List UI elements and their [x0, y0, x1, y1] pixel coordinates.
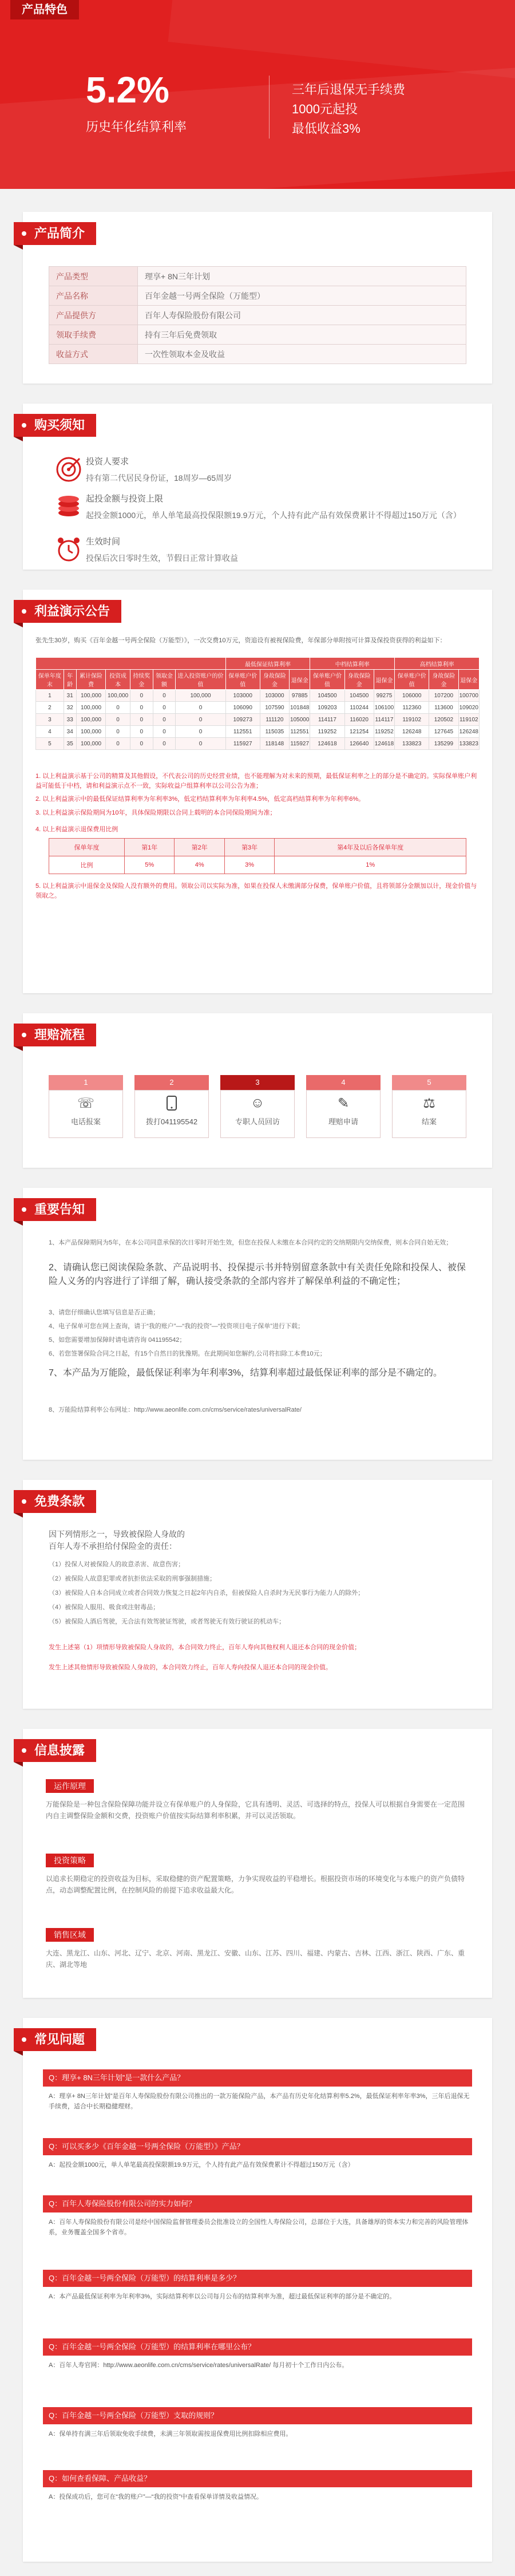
step-body [220, 1090, 295, 1138]
coins-icon [54, 492, 83, 521]
table-row [36, 702, 480, 714]
table-key: 产品类型 [49, 267, 138, 286]
section-title: 信息披露 [14, 1739, 96, 1762]
table-cell: 106090 [225, 702, 260, 714]
info-body: 以追求长期稳定的投资收益为目标，采取稳健的资产配置策略，力争实现收益的平稳增长。根据投资市场的环境变化与本账户的资产负债特点，动态调整配置比例，在控制风险的前提下追求收益最大化。 [46, 1875, 465, 1894]
table-cell: 115927 [290, 738, 310, 750]
faq-question[interactable]: Q：理享+ 8N三年计划”是一款什么产品？ [43, 2069, 472, 2087]
form-icon: ✎ [337, 1096, 350, 1111]
table-cell: 0 [176, 726, 225, 738]
disclosure-section [23, 1729, 492, 1998]
table-cell: 133823 [458, 738, 479, 750]
table-cell: 100,000 [176, 690, 225, 702]
table-cell: 114117 [374, 714, 394, 726]
table-header: 领取金额 [153, 670, 176, 690]
table-row [36, 738, 480, 750]
purchase-item [86, 492, 475, 521]
table-cell: 比例 [49, 856, 125, 874]
faq-question[interactable]: Q：如何查看保障、产品收益？ [43, 2470, 472, 2487]
faq-question[interactable]: Q：百年人寿保险股份有限公司的实力如何？ [43, 2195, 472, 2212]
table-header: 退保金 [290, 670, 310, 690]
demo-note: 1. 以上利益演示基于公司的精算及其他假设，不代表公司的历史经营业绩，也不能理解为对未来的预期，最低保证利率之上的部分是不确定的。实际保单账户利益可能低于中档，请和利益演示点不一致，实际收益户组算利率以公司公告为准； [35, 773, 477, 789]
table-cell: 99275 [374, 690, 394, 702]
faq-question[interactable]: Q：百年金越一号两全保险（万能型）的结算利率在哪里公布？ [43, 2338, 472, 2356]
subhead: 销售区域 [46, 1928, 94, 1942]
table-cell: 0 [106, 738, 130, 750]
table-cell: 100,000 [76, 714, 106, 726]
table-cell: 0 [153, 690, 176, 702]
table-cell: 124618 [310, 738, 344, 750]
notice-item: 3、请您仔细确认您填写信息是否正确； [49, 1309, 160, 1316]
purchase-item-desc: 起投金额1000元，单人单笔最高投保限额19.9万元，个人持有此产品有效保费累计不得超过150万元（含） [86, 511, 461, 520]
exemption-section [23, 1480, 492, 1709]
table-cell: 0 [153, 726, 176, 738]
faq-section [23, 2018, 492, 2562]
step-label: 专职人员回访 [235, 1117, 280, 1126]
table-row [36, 690, 480, 702]
notice-item: 7、本产品为万能险，最低保证利率为年利率3%，结算利率超过最低保证利率的部分是不确定的。 [49, 1368, 443, 1378]
purchase-item-title: 起投金额与投资上限 [86, 494, 164, 504]
table-cell: 118148 [260, 738, 289, 750]
purchase-item [86, 455, 475, 484]
table-group-header: 高档结算利率 [395, 658, 480, 670]
faq-answer: A：保单持有满三年后领取免收手续费，未满三年领取需按退保费用比例扣除相应费用。 [49, 2431, 292, 2437]
table-header: 年龄 [64, 670, 76, 690]
table-value: 理享+ 8N三年计划 [138, 267, 466, 286]
table-row [36, 714, 480, 726]
table-header: 第1年 [125, 839, 175, 856]
table-row [49, 345, 466, 364]
faq-answer: A：理享+ 8N三年计划”是百年人寿保险股份有限公司推出的一款万能保险产品，本产品有历史年化结算利率5.2%，最低保证利率年率3%，三年后退保无手续费，适合中长期稳健理财。 [49, 2093, 470, 2110]
table-cell: 5 [36, 738, 64, 750]
table-header: 身故保险金 [260, 670, 289, 690]
table-cell: 0 [130, 690, 153, 702]
section-title: 理赔流程 [14, 1024, 96, 1046]
table-cell: 101848 [290, 702, 310, 714]
table-cell: 126248 [458, 726, 479, 738]
table-cell: 124618 [374, 738, 394, 750]
table-cell: 105000 [290, 714, 310, 726]
table-cell: 0 [130, 738, 153, 750]
section-title: 购买须知 [14, 414, 96, 437]
table-cell: 0 [153, 714, 176, 726]
step-label: 理赔申请 [328, 1117, 358, 1126]
table-row [49, 856, 466, 874]
notice-item: 8、万能险结算利率公布网址：http://www.aeonlife.com.cn/cms/service/rates/universalRate/ [49, 1406, 302, 1413]
table-cell: 121254 [344, 726, 374, 738]
table-cell: 4 [36, 726, 64, 738]
table-cell: 0 [176, 738, 225, 750]
table-cell: 0 [176, 702, 225, 714]
table-header: 保单年度 [49, 839, 125, 856]
table-cell: 107200 [429, 690, 458, 702]
table-header: 第4年及以后各保单年度 [275, 839, 466, 856]
subhead: 运作原理 [46, 1779, 94, 1793]
hero-feature: 1000元起投 [292, 102, 358, 116]
step-number: 5 [392, 1075, 466, 1090]
product-intro-section [23, 212, 492, 384]
faq-question[interactable]: Q：可以买多少《百年金越一号两全保险（万能型）》产品？ [43, 2138, 472, 2155]
table-cell: 100,000 [76, 702, 106, 714]
step-number: 3 [220, 1075, 295, 1090]
step-label: 结案 [421, 1117, 437, 1126]
table-cell: 35 [64, 738, 76, 750]
step-number: 1 [49, 1075, 123, 1090]
exemption-warning: 发生上述其他情形导致被保险人身故的，本合同效力终止，百年人寿向投保人退还本合同的现金价值。 [49, 1664, 332, 1671]
table-row [49, 267, 466, 286]
notice-item: 2、请确认您已阅读保险条款、产品说明书、投保提示书并特别留意条款中有关责任免除和投保人、被保险人义务的内容进行了详细了解，确认接受条款的全部内容并了解保单利益的不确定性； [49, 1263, 466, 1286]
scale-icon: ⚖ [423, 1096, 435, 1111]
hero-decoration [0, 66, 515, 189]
table-value: 百年金越一号两全保险（万能型） [138, 286, 466, 306]
demo-note: 3. 以上利益演示保险期间为10年，具体保险期限以合同上载明的本合同保险期间为准； [35, 809, 276, 816]
notice-section [23, 1188, 492, 1460]
section-title: 免费条款 [14, 1490, 96, 1513]
exemption-item: （5）被保险人酒后驾驶，无合法有效驾驶证驾驶，或者驾驶无有效行驶证的机动车； [49, 1618, 286, 1625]
table-cell: 100,000 [76, 690, 106, 702]
table-value: 持有三年后免费领取 [138, 325, 466, 345]
exemption-intro: 因下列情形之一，导致被保险人身故的 百年人寿不承担给付保险金的责任： [49, 1530, 185, 1551]
table-group-row [36, 658, 480, 670]
table-header: 进入投资账户的价值 [176, 670, 225, 690]
table-header: 保单账户价值 [395, 670, 429, 690]
target-icon [54, 455, 83, 484]
exemption-item: （4）被保险人服用、吸食或注射毒品； [49, 1604, 160, 1611]
table-row [49, 306, 466, 325]
table-cell: 31 [64, 690, 76, 702]
table-row [36, 726, 480, 738]
claim-step [306, 1075, 381, 1138]
table-cell: 103000 [260, 690, 289, 702]
table-key: 收益方式 [49, 345, 138, 364]
table-row [49, 325, 466, 345]
table-cell: 119252 [310, 726, 344, 738]
table-header: 保单账户价值 [225, 670, 260, 690]
table-cell: 120502 [429, 714, 458, 726]
step-label: 拨打041195542 [145, 1117, 198, 1126]
table-cell: 0 [153, 702, 176, 714]
section-title: 利益演示公告 [14, 600, 121, 623]
purchase-item [86, 535, 475, 564]
table-cell: 106000 [395, 690, 429, 702]
table-cell: 127645 [429, 726, 458, 738]
table-cell: 109273 [225, 714, 260, 726]
section-title: 常见问题 [14, 2028, 96, 2051]
table-header: 保单账户价值 [310, 670, 344, 690]
table-cell: 0 [176, 714, 225, 726]
table-cell: 119102 [395, 714, 429, 726]
hero-rate-label: 历史年化结算利率 [86, 120, 187, 134]
person-icon: ☺ [250, 1095, 265, 1111]
product-intro-table [49, 266, 466, 364]
table-value: 百年人寿保险股份有限公司 [138, 306, 466, 325]
table-cell: 107590 [260, 702, 289, 714]
table-cell: 112551 [225, 726, 260, 738]
purchase-item-title: 生效时间 [86, 537, 121, 547]
table-cell: 0 [130, 726, 153, 738]
faq-answer: A：本产品最低保证利率为年利率3%，实际结算利率以公司每月公布的结算利率为准，超过最低保证利率的部分是不确定的。 [49, 2293, 396, 2300]
table-cell: 115927 [225, 738, 260, 750]
phone-icon: ☏ [77, 1096, 94, 1111]
table-header: 退保金 [374, 670, 394, 690]
info-body: 大连、黑龙江、山东、河北、辽宁、北京、河南、黑龙江、安徽、山东、江苏、四川、福建、内蒙古、吉林、江西、浙江、陕西、广东、重庆、湖北等地 [46, 1949, 465, 1969]
hero-divider [269, 76, 270, 139]
table-cell: 103000 [225, 690, 260, 702]
table-cell: 97885 [290, 690, 310, 702]
table-header: 身故保险金 [429, 670, 458, 690]
claim-steps [49, 1075, 466, 1138]
table-cell: 119252 [374, 726, 394, 738]
table-cell: 126640 [344, 738, 374, 750]
table-cell: 0 [106, 702, 130, 714]
hero-decoration [168, 0, 515, 84]
interest-demo-section [23, 590, 492, 993]
table-cell: 119102 [458, 714, 479, 726]
notice-item: 4、电子保单可您在网上查询，请于“我的账户”—“我的投资”—“投资项目电子保单”进行下载； [49, 1323, 304, 1330]
table-cell: 113600 [429, 702, 458, 714]
step-body [392, 1090, 466, 1138]
table-cell: 111120 [260, 714, 289, 726]
table-key: 产品提供方 [49, 306, 138, 325]
notice-item: 6、若您签署保险合同之日起，有15个自然日的犹豫期。在此期间如您解约,公司将扣除工本费10元； [49, 1350, 326, 1357]
faq-answer: A：起投金额1000元，单人单笔最高投保限额19.9万元，个人持有此产品有效保费累计不得超过150万元（含） [49, 2162, 354, 2168]
exemption-warning: 发生上述第（1）项情形导致被保险人身故的，本合同效力终止，百年人寿向其他权利人退还本合同的现金价值； [49, 1644, 361, 1651]
table-cell: 106100 [374, 702, 394, 714]
table-header: 第3年 [224, 839, 274, 856]
table-cell: 112360 [395, 702, 429, 714]
hero-feature: 三年后退保无手续费 [292, 82, 406, 97]
table-cell: 109203 [310, 702, 344, 714]
table-cell: 109020 [458, 702, 479, 714]
hero-rate: 5.2% [86, 69, 169, 110]
purchase-section [23, 404, 492, 570]
step-body [49, 1090, 123, 1138]
table-cell: 1% [275, 856, 466, 874]
hero-tab: 产品特色 [10, 0, 79, 19]
section-title: 产品简介 [14, 222, 96, 245]
faq-answer: A：投保成功后，您可在“我的账户”—“我的投资”中查看保单详情及收益情况。 [49, 2494, 263, 2500]
claim-step [134, 1075, 209, 1138]
table-cell: 34 [64, 726, 76, 738]
table-cell: 116020 [344, 714, 374, 726]
notice-item: 1、本产品保障期间为5年，在本公司同意承保的次日零时开始生效，但您在投保人未缴在本合同约定的交纳期限内交纳保费，则本合同自始无效； [49, 1239, 453, 1246]
table-header-row [49, 839, 466, 856]
table-group-header: 最低保证结算利率 [225, 658, 310, 670]
table-cell: 100,000 [76, 738, 106, 750]
table-cell: 2 [36, 702, 64, 714]
faq-question[interactable]: Q：百年金越一号两全保险（万能型）的结算利率是多少？ [43, 2270, 472, 2287]
table-cell: 3 [36, 714, 64, 726]
table-cell: 1 [36, 690, 64, 702]
claim-step [220, 1075, 295, 1138]
table-cell: 104500 [344, 690, 374, 702]
table-cell: 3% [224, 856, 274, 874]
claim-section [23, 1013, 492, 1168]
table-cell: 114117 [310, 714, 344, 726]
claim-step [392, 1075, 466, 1138]
purchase-item-desc: 投保后次日零时生效，节假日正常计算收益 [86, 554, 238, 563]
faq-question[interactable]: Q：百年金越一号两全保险（万能型）支取的规则？ [43, 2407, 472, 2424]
alarm-clock-icon [54, 535, 83, 564]
hero-banner [0, 0, 515, 189]
hero-feature: 最低收益3% [292, 121, 360, 136]
table-cell: 0 [130, 702, 153, 714]
exemption-item: （2）被保险人故意犯罪或者抗拒依法采取的刑事强制措施； [49, 1575, 216, 1582]
table-group-header: 中档结算利率 [310, 658, 395, 670]
table-cell: 0 [153, 738, 176, 750]
table-cell: 115035 [260, 726, 289, 738]
info-body: 万能保险是一种包含保险保障功能并设立有保单账户的人身保险，它具有透明、灵活、可选择的特点，投保人可以根据自身需要在一定范围内自主调整保险金额和交费，投资账户价值按实际结算利率积累，并可以灵活领取。 [46, 1800, 465, 1820]
step-label: 电话报案 [70, 1117, 101, 1126]
table-cell: 110244 [344, 702, 374, 714]
table-cell: 0 [130, 714, 153, 726]
demo-table [35, 657, 480, 750]
table-header: 投资成本 [106, 670, 130, 690]
exemption-item: （3）被保险人自本合同成立或者合同效力恢复之日起2年内自杀，但被保险人自杀时为无民事行为能力人的除外； [49, 1590, 365, 1597]
demo-note: 2. 以上利益演示中的最低保证结算利率为年利率3%，低定档结算利率为年利率4.5%，低定高档结算利率为年利率6%。 [35, 796, 365, 803]
table-cell: 5% [125, 856, 175, 874]
step-number: 4 [306, 1075, 381, 1090]
table-cell: 32 [64, 702, 76, 714]
table-header: 身故保险金 [344, 670, 374, 690]
fee-title: 4. 以上利益演示退保费用比例 [35, 826, 118, 833]
table-cell: 135299 [429, 738, 458, 750]
demo-note: 5. 以上利益演示中退保金及保险人没有额外的费用。领取公司以实际为准，如果在投保人未缴满部分保费，保单账户价值，且将领部分金额加以计，现金价值与领取之。 [35, 883, 477, 899]
table-cell: 33 [64, 714, 76, 726]
table-key: 产品名称 [49, 286, 138, 306]
table-header: 第2年 [175, 839, 224, 856]
notice-item: 5、如您需要增加保障时请电请咨询 041195542； [49, 1337, 186, 1344]
purchase-item-desc: 持有第二代居民身份证，18周岁—65周岁 [86, 473, 232, 483]
table-cell: 104500 [310, 690, 344, 702]
demo-intro: 张先生30岁，购买《百年金越一号两全保险（万能型）》，一次交费10万元，资追设有被视保险费，年保部分单附按可计算及保投资获得的利益如下： [35, 637, 446, 644]
table-key: 领取手续费 [49, 325, 138, 345]
table-header: 累计保险费 [76, 670, 106, 690]
faq-answer: A：百年人寿官网：http://www.aeonlife.com.cn/cms/service/rates/universalRate/ 每月初十个工作日内公布。 [49, 2362, 348, 2369]
table-row [49, 286, 466, 306]
table-header: 退保金 [458, 670, 479, 690]
table-cell: 133823 [395, 738, 429, 750]
dial-icon [135, 1095, 208, 1112]
table-cell: 112551 [290, 726, 310, 738]
table-header: 保单年度末 [36, 670, 64, 690]
step-number: 2 [134, 1075, 209, 1090]
demo-table-body [36, 690, 480, 750]
table-group-spacer [36, 658, 226, 670]
table-cell: 4% [175, 856, 224, 874]
subhead: 投资策略 [46, 1854, 94, 1867]
step-body [134, 1090, 209, 1138]
faq-answer: A：百年人寿保险股份有限公司是经中国保险监督管理委员会批准设立的全国性人寿保险公司，总部位于大连，具备雄厚的资本实力和完善的风险管理体系，业务覆盖全国多个省市。 [49, 2219, 469, 2236]
table-cell: 100700 [458, 690, 479, 702]
fee-table [49, 838, 466, 874]
claim-step [49, 1075, 123, 1138]
table-cell: 100,000 [106, 690, 130, 702]
purchase-item-title: 投资人要求 [86, 457, 129, 467]
table-cell: 0 [106, 726, 130, 738]
table-header-row [36, 670, 480, 690]
table-cell: 100,000 [76, 726, 106, 738]
table-header: 持续奖金 [130, 670, 153, 690]
table-cell: 126248 [395, 726, 429, 738]
section-title: 重要告知 [14, 1198, 96, 1221]
table-cell: 0 [106, 714, 130, 726]
step-body [306, 1090, 381, 1138]
table-value: 一次性领取本金及收益 [138, 345, 466, 364]
exemption-item: （1）投保人对被保险人的故意杀害、故意伤害； [49, 1561, 185, 1568]
